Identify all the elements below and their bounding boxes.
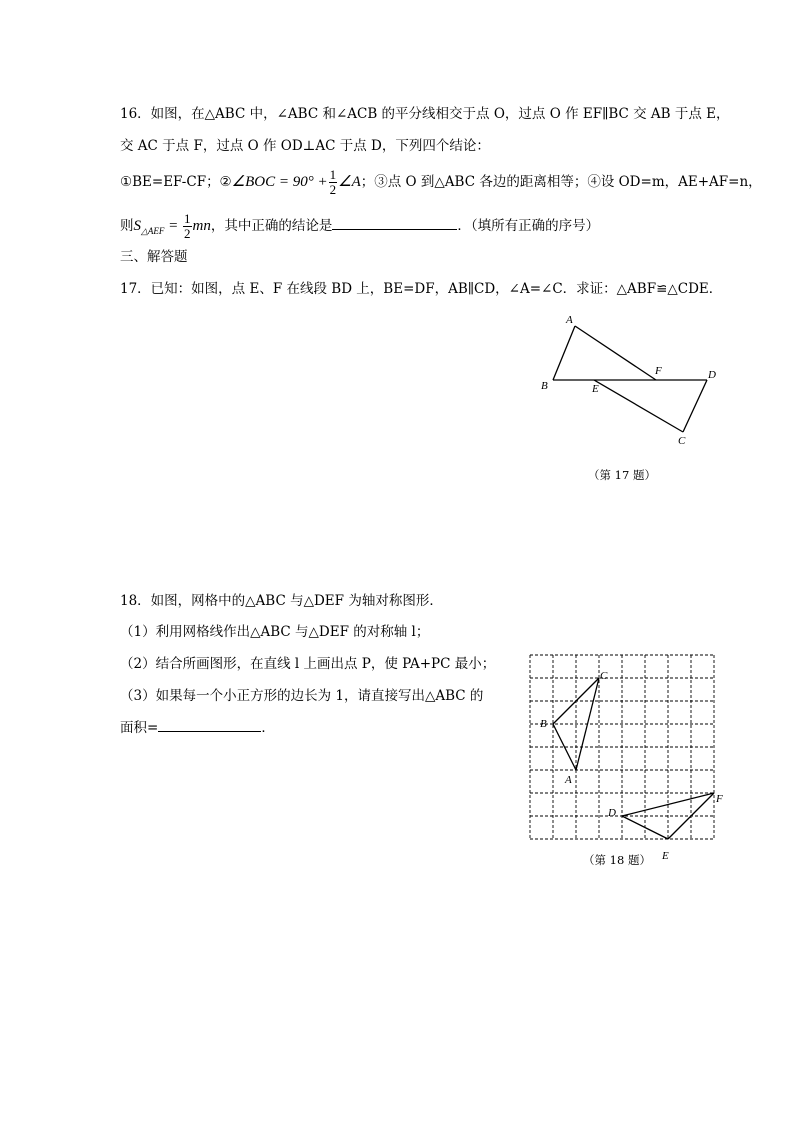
q18-label-a: A: [565, 774, 572, 786]
q17-label-d: D: [708, 369, 716, 381]
q18-part-2: （2）结合所画图形，在直线 l 上画出点 P，使 PA+PC 最小；: [120, 656, 496, 672]
q18-label-d: D: [608, 807, 616, 819]
q17-label-b: B: [541, 380, 548, 392]
q17-caption: （第 17 题）: [588, 468, 656, 482]
q16-conclusion-1: ①BE=EF-CF；②: [120, 174, 232, 190]
q16-area-symbol: $S_{\triangle AEF}$: [133, 218, 165, 236]
q16-angle-a: ∠A: [338, 174, 361, 190]
q18-label-b: B: [540, 718, 547, 730]
q18-caption: （第 18 题）: [583, 853, 651, 867]
q18-grid-lines: [530, 655, 714, 839]
q18-part-3: （3）如果每一个小正方形的边长为 1，请直接写出△ABC 的: [120, 688, 484, 704]
q16-angle-boc: ∠BOC = 90° +: [231, 174, 328, 190]
q18-label-c: C: [600, 670, 608, 682]
q17-label-a: A: [566, 314, 573, 326]
q16-line-2: 交 AC 于点 F，过点 O 作 OD⊥AC 于点 D，下列四个结论：: [120, 138, 490, 154]
q17-label-c: C: [678, 435, 686, 447]
q16-mn: mn: [192, 218, 211, 234]
q16-conclusion-3-4: ；③点 O 到△ABC 各边的距离相等；④设 OD=m，AE+AF=n，: [360, 174, 762, 190]
q18-part-1: （1）利用网格线作出△ABC 与△DEF 的对称轴 l；: [120, 624, 430, 640]
q16-fraction-half: $\frac{1}{2}$: [329, 167, 337, 197]
q17-label-e: E: [592, 383, 599, 395]
q16-line-1: 16．如图，在△ABC 中，∠ABC 和∠ACB 的平分线相交于点 O，过点 O 作 EF∥BC 交 AB 于点 E，: [120, 106, 730, 122]
q16-then: 则: [120, 218, 134, 234]
q16-fill-hint: ．（填所有正确的序号）: [457, 218, 600, 234]
q16-fraction-half-2: $\frac{1}{2}$: [184, 211, 191, 241]
q17-label-f: F: [655, 365, 662, 377]
section-3-heading: 三、解答题: [120, 249, 188, 265]
q17-text: 17．已知：如图，点 E、F 在线段 BD 上，BE=DF，AB∥CD，∠A=∠C．求证：△ABF≌△CDE．: [120, 281, 723, 297]
q18-label-f: F: [716, 793, 723, 805]
q18-area-label: 面积=: [120, 720, 159, 736]
q16-correct-label: ，其中正确的结论是: [210, 218, 333, 234]
q18-label-e: E: [662, 850, 669, 862]
q18-period: ．: [261, 720, 275, 736]
q16-equals: =: [164, 218, 183, 234]
q18-text: 18．如图，网格中的△ABC 与△DEF 为轴对称图形．: [120, 593, 443, 609]
